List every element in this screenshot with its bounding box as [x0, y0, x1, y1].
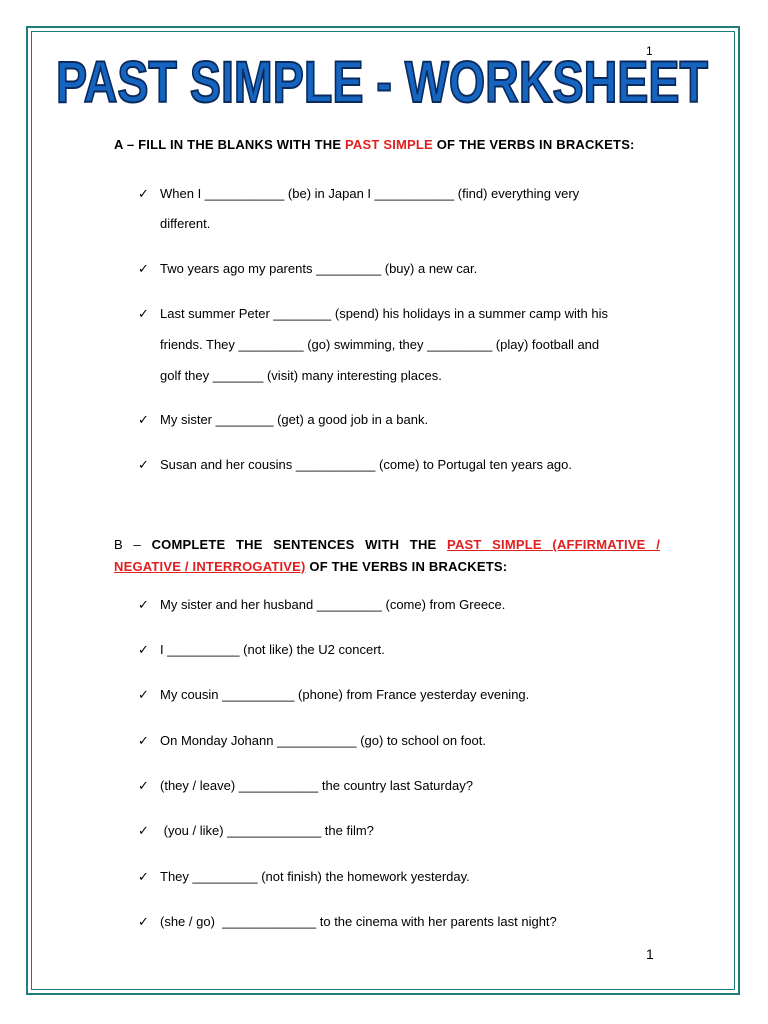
item-text: I __________ (not like) the U2 concert. [160, 642, 385, 657]
item-text: friends. They _________ (go) swimming, they _________ (play) football and [160, 337, 600, 352]
section-b-heading-highlight-1: PAST SIMPLE (AFFIRMATIVE / [447, 537, 661, 552]
page-number-bottom: 1 [646, 946, 654, 962]
worksheet-title [52, 48, 712, 115]
section-b-heading-suffix: OF THE VERBS IN BRACKETS: [305, 559, 508, 574]
item-text: They _________ (not finish) the homework yesterday. [160, 869, 470, 884]
item-text: different. [160, 216, 211, 231]
item-text: When I ___________ (be) in Japan I ___________ (find) everything very [160, 186, 580, 201]
item-text: My cousin __________ (phone) from France yesterday evening. [160, 687, 530, 702]
item-text: (she / go) _____________ to the cinema with her parents last night? [160, 914, 557, 929]
item-text: My sister and her husband _________ (come) from Greece. [160, 597, 506, 612]
checkmark-icon: ✓ [138, 687, 149, 702]
checkmark-icon: ✓ [138, 261, 149, 276]
section-b-heading-prefix: B – [114, 537, 152, 552]
checkmark-icon: ✓ [138, 914, 149, 929]
item-text: On Monday Johann ___________ (go) to school on foot. [160, 733, 486, 748]
item-text: Last summer Peter ________ (spend) his holidays in a summer camp with his [160, 306, 608, 321]
section-a-heading [114, 134, 660, 156]
checkmark-icon: ✓ [138, 457, 149, 472]
item-text: (they / leave) ___________ the country last Saturday? [160, 778, 473, 793]
item-text: golf they _______ (visit) many interesting places. [160, 368, 442, 383]
section-a-heading-highlight: PAST SIMPLE [345, 137, 433, 152]
checkmark-icon: ✓ [138, 642, 149, 657]
item-text: My sister ________ (get) a good job in a bank. [160, 412, 429, 427]
section-b-heading-highlight-2: NEGATIVE / INTERROGATIVE) [114, 559, 306, 574]
worksheet-title-text: PAST SIMPLE - WORKSHEET [56, 50, 708, 115]
section-b-heading [114, 534, 660, 578]
item-text: (you / like) _____________ the film? [160, 823, 374, 838]
checkmark-icon: ✓ [138, 778, 149, 793]
checkmark-icon: ✓ [138, 306, 149, 321]
item-text: Two years ago my parents _________ (buy) a new car. [160, 261, 478, 276]
checkmark-icon: ✓ [138, 733, 149, 748]
checkmark-icon: ✓ [138, 597, 149, 612]
checkmark-icon: ✓ [138, 412, 149, 427]
checkmark-icon: ✓ [138, 823, 149, 838]
page-border-inner [31, 31, 735, 990]
item-text: Susan and her cousins ___________ (come) to Portugal ten years ago. [160, 457, 572, 472]
page-number-top: 1 [646, 44, 653, 58]
section-a-heading-suffix: OF THE VERBS IN BRACKETS: [432, 137, 635, 152]
checkmark-icon: ✓ [138, 186, 149, 201]
section-a-heading-prefix: A – FILL IN THE BLANKS WITH THE [114, 137, 346, 152]
checkmark-icon: ✓ [138, 869, 149, 884]
section-b-heading-bold: COMPLETE THE SENTENCES WITH THE [151, 537, 448, 552]
